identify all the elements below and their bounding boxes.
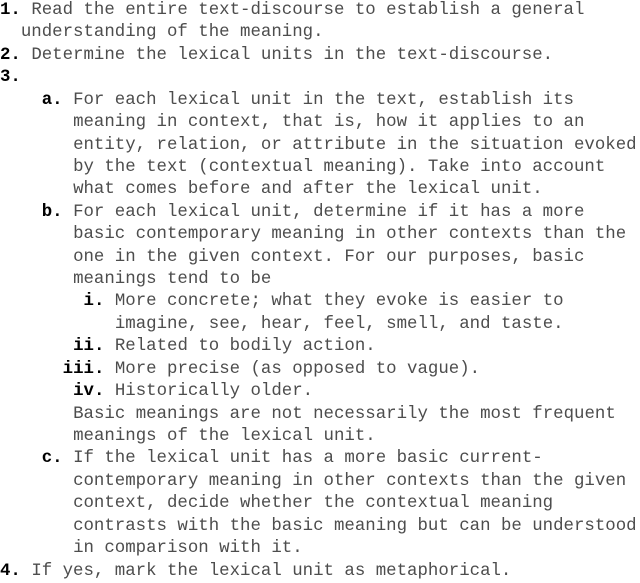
substep-a-marker: a. xyxy=(41,90,63,110)
criterion-ii-text: Related to bodily action. xyxy=(114,337,376,357)
step-3-marker: 3. xyxy=(0,68,21,88)
criterion-iv-marker: iv. xyxy=(73,382,105,402)
criterion-iii-text: More precise (as opposed to vague). xyxy=(114,359,481,379)
substep-b-text: For each lexical unit, determine if it has a more basic contemporary meaning in other contexts than the one in the given context. For our purposes, basic meanings tend to be xyxy=(73,202,627,290)
substep-c xyxy=(0,448,640,560)
criterion-i-text: More concrete; what they evoke is easier to imagine, see, hear, feel, smell, and taste. xyxy=(114,292,564,334)
substep-a-text: For each lexical unit in the text, establish its meaning in context, that is, how it applies to an entity, relation, or attribute in the situation evoked by the text (contextual meaning). Take into account what comes before and after the lexical unit. xyxy=(73,90,637,200)
substep-a xyxy=(0,90,640,202)
step-4-text: If yes, mark the lexical unit as metaphorical. xyxy=(31,561,512,581)
substep-b xyxy=(0,202,640,292)
step-2 xyxy=(0,45,640,67)
criterion-i xyxy=(0,291,640,336)
criterion-ii xyxy=(0,336,640,358)
step-4-marker: 4. xyxy=(0,561,21,581)
step-1 xyxy=(0,0,640,45)
substep-c-text: If the lexical unit has a more basic current-contemporary meaning in other contexts than the given context, decide whether the contextual meaning contrasts with the basic meaning but can be understood in comparison with it. xyxy=(73,449,637,559)
step-2-text: Determine the lexical units in the text-discourse. xyxy=(31,45,554,65)
step-1-text: Read the entire text-discourse to establish a general understanding of the meaning. xyxy=(20,1,585,43)
criterion-iv-text: Historically older. xyxy=(114,382,314,402)
step-4 xyxy=(0,561,640,583)
substep-c-marker: c. xyxy=(41,449,63,469)
criterion-ii-marker: ii. xyxy=(73,337,105,357)
step-1-marker: 1. xyxy=(0,1,21,20)
criterion-i-marker: i. xyxy=(83,292,105,312)
criterion-iii-marker: iii. xyxy=(62,359,105,379)
step-2-marker: 2. xyxy=(0,45,21,65)
basic-meanings-note: Basic meanings are not necessarily the most frequent meanings of the lexical unit. xyxy=(73,404,616,447)
step-3 xyxy=(0,67,640,89)
criterion-iv xyxy=(0,381,640,403)
criterion-iii xyxy=(0,359,640,381)
substep-b-marker: b. xyxy=(41,202,63,222)
